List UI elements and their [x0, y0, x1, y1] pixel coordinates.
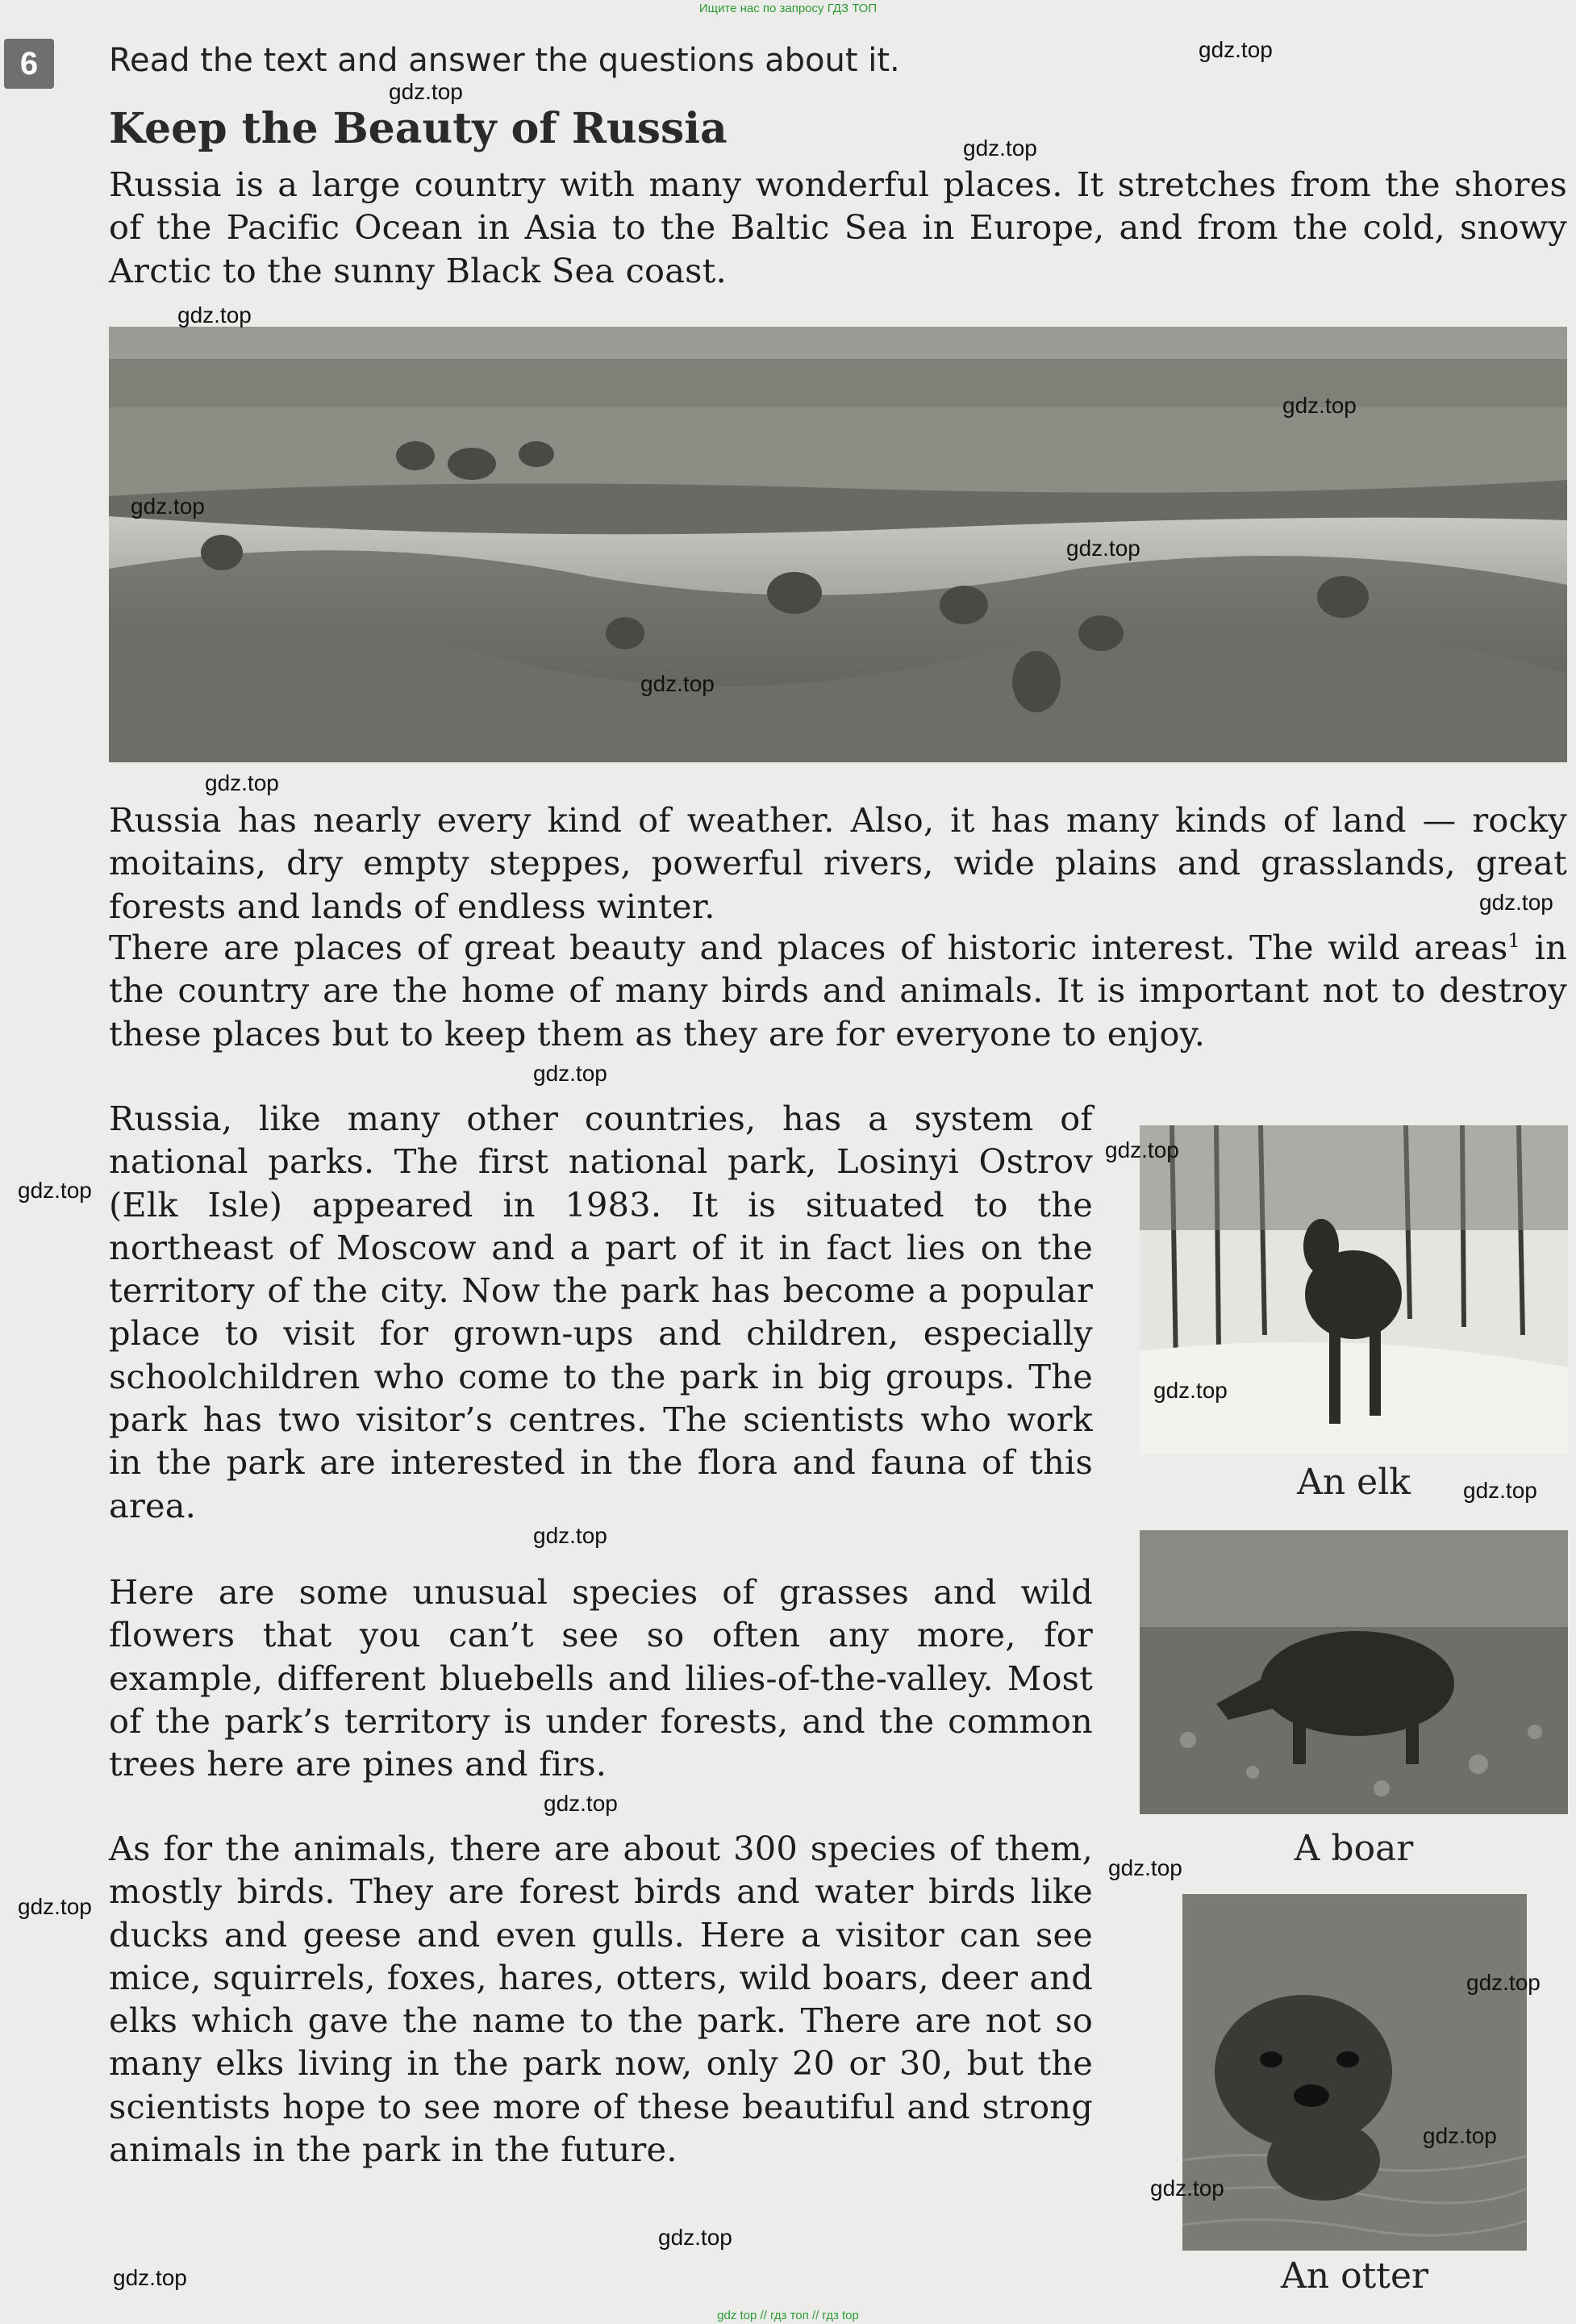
- otter-photo: [1182, 1894, 1527, 2251]
- watermark: gdz.top: [177, 302, 252, 328]
- top-banner: Ищите нас по запросу ГДЗ ТОП: [698, 2, 878, 15]
- bottom-banner: gdz top // гдз топ // гдз top: [717, 2309, 859, 2322]
- watermark: gdz.top: [1463, 1478, 1537, 1503]
- watermark: gdz.top: [18, 1894, 92, 1919]
- landscape-photo: [109, 327, 1567, 762]
- caption-otter: An otter: [1280, 2255, 1429, 2297]
- paragraph-beauty-part1: There are places of great beauty and places of historic interest. The wild areas: [109, 928, 1508, 967]
- paragraph-national-parks: Russia, like many other countries, has a system of national parks. The first national park, Losinyi Ostrov (Elk Isle) appeared in 1983. It is situated to the northeast of Moscow and a part of it in fact lies on the territory of the city. Now the park has become a popular place to visit for grown-ups and children, especially schoolchildren who come to the park in big groups. The park has two visitor’s centres. The scientists who work in the park are interested in the flora and fauna of this area.: [109, 1099, 1093, 1525]
- watermark: gdz.top: [1066, 536, 1140, 561]
- watermark: gdz.top: [533, 1523, 607, 1548]
- caption-elk: An elk: [1297, 1462, 1411, 1503]
- footnote-marker: 1: [1507, 929, 1521, 953]
- task-instruction: Read the text and answer the questions about it.: [109, 42, 900, 79]
- boar-photo: [1140, 1530, 1568, 1814]
- watermark: gdz.top: [113, 2265, 187, 2290]
- article-title: Keep the Beauty of Russia: [109, 104, 728, 153]
- task-number-badge: 6: [4, 39, 54, 89]
- elk-photo: [1140, 1125, 1568, 1454]
- paragraph-flora: Here are some unusual species of grasses and wild flowers that you can’t see so often any more, for example, different bluebells and lilies-of-the-valley. Most of the park’s territory is under forests, and the common trees here are pines and firs.: [109, 1572, 1093, 1784]
- watermark: gdz.top: [1150, 2176, 1224, 2201]
- caption-boar: A boar: [1294, 1828, 1414, 1869]
- watermark: gdz.top: [1423, 2123, 1497, 2148]
- watermark: gdz.top: [1466, 1970, 1541, 1995]
- paragraph-beauty: [109, 926, 1567, 1055]
- watermark: gdz.top: [1282, 393, 1357, 418]
- watermark: gdz.top: [18, 1178, 92, 1203]
- watermark: gdz.top: [1199, 37, 1273, 62]
- watermark: gdz.top: [389, 79, 463, 104]
- watermark: gdz.top: [963, 136, 1037, 161]
- watermark: gdz.top: [1105, 1137, 1179, 1162]
- paragraph-beauty-part2: in the country are the home of many birds and animals. It is important not to destroy these places but to keep them as they are for everyone to enjoy.: [109, 928, 1567, 1054]
- watermark: gdz.top: [1108, 1855, 1182, 1880]
- watermark: gdz.top: [640, 671, 715, 696]
- watermark: gdz.top: [544, 1791, 618, 1816]
- paragraph-weather: Russia has nearly every kind of weather. Also, it has many kinds of land — rocky moitains, dry empty steppes, powerful rivers, wide plains and grasslands, great forests and lands of endless winter.: [109, 800, 1567, 926]
- watermark: gdz.top: [1153, 1378, 1228, 1403]
- watermark: gdz.top: [658, 2225, 732, 2250]
- watermark: gdz.top: [533, 1061, 607, 1086]
- paragraph-intro: Russia is a large country with many wonderful places. It stretches from the shores of the Pacific Ocean in Asia to the Baltic Sea in Europe, and from the cold, snowy Arctic to the sunny Black Sea coast.: [109, 165, 1567, 290]
- watermark: gdz.top: [131, 494, 205, 519]
- watermark: gdz.top: [205, 770, 279, 795]
- paragraph-fauna: As for the animals, there are about 300 species of them, mostly birds. They are forest birds and water birds like ducks and geese and even gulls. Here a visitor can see mice, squirrels, foxes, hares, otters, wild boars, deer and elks which gave the name to the park. There are not so many elks living in the park now, only 20 or 30, but the scientists hope to see more of these beautiful and strong animals in the park in the future.: [109, 1829, 1093, 2170]
- watermark: gdz.top: [1479, 890, 1553, 915]
